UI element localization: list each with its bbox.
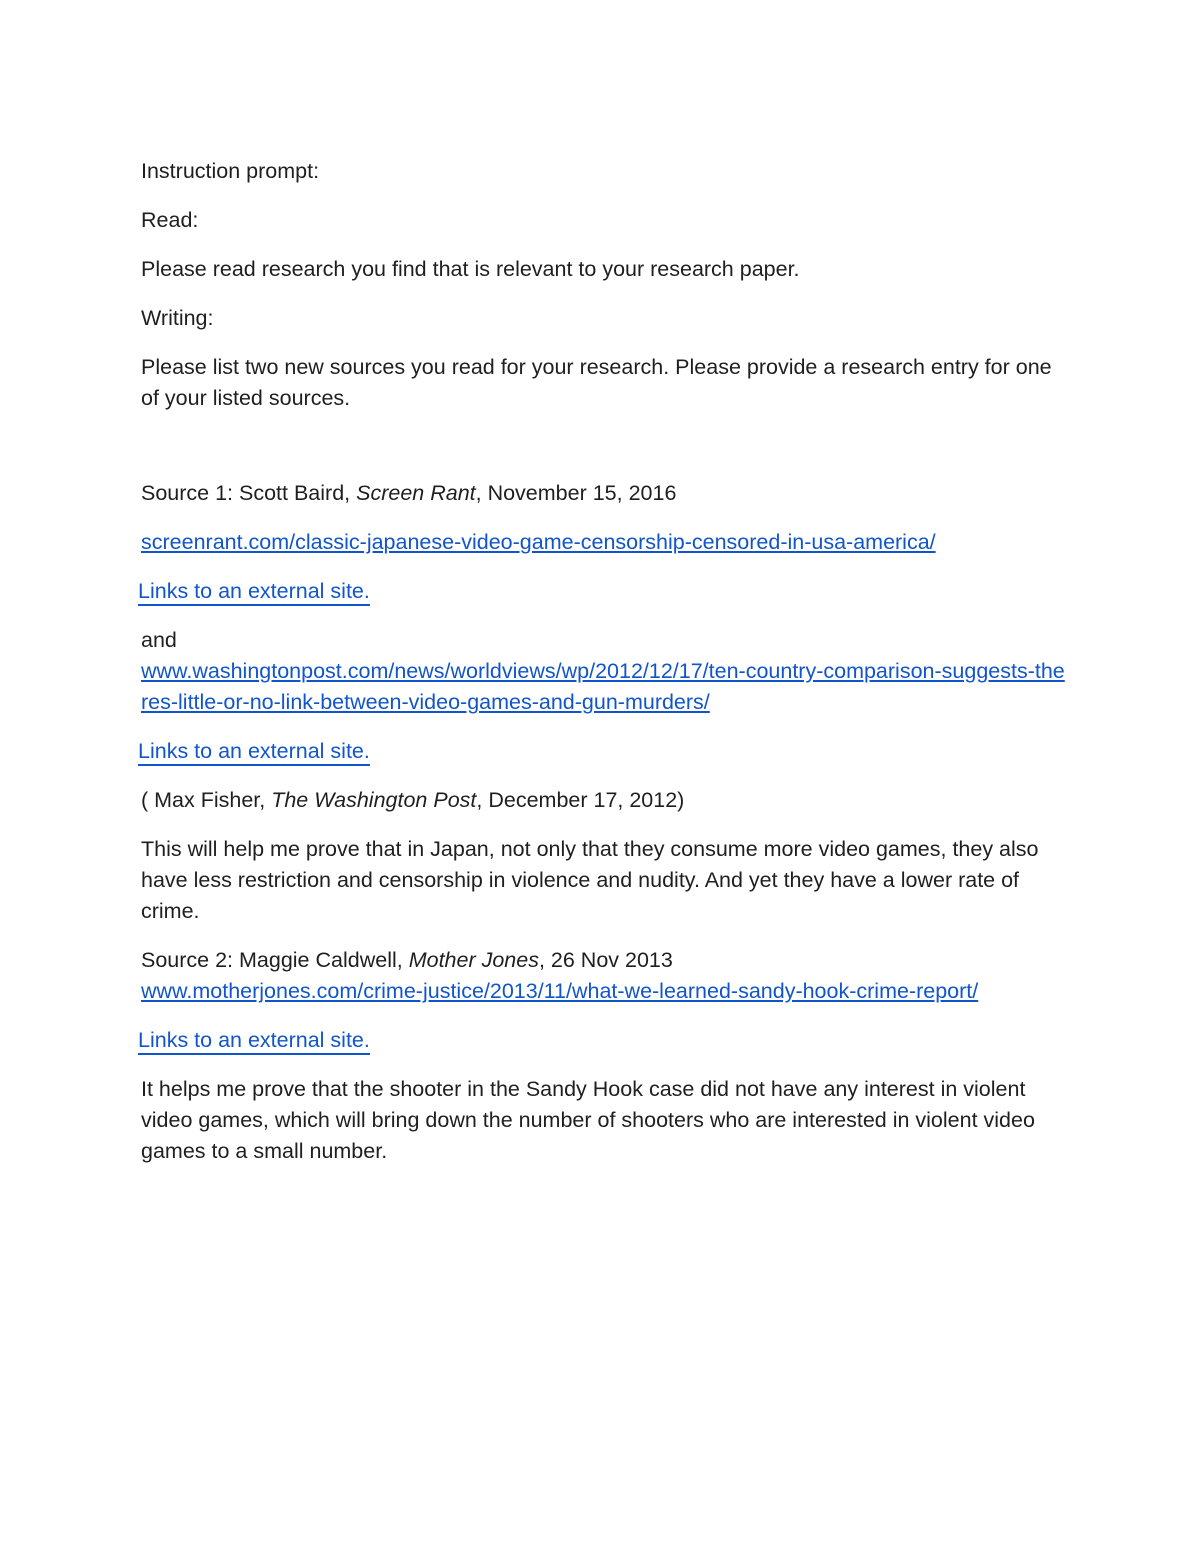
document-page (138, 156, 1071, 1185)
source2-external-paragraph (138, 1025, 1071, 1056)
and-text: and (141, 628, 177, 652)
spacer (141, 432, 1071, 478)
source1-url-paragraph (141, 527, 1071, 558)
source1-url-link[interactable]: screenrant.com/classic-japanese-video-game-censorship-censored-in-usa-america/ (141, 530, 936, 554)
read-heading: Read: (141, 208, 199, 232)
source1-publication2: The Washington Post (271, 788, 477, 812)
source1-publication: Screen Rant (356, 481, 476, 505)
source2-date: , 26 Nov 2013 (538, 948, 673, 972)
source1-date2: , December 17, 2012) (476, 788, 685, 812)
source1-author2-citation (141, 785, 1071, 816)
writing-heading: Writing: (141, 306, 214, 330)
writing-body: Please list two new sources you read for your research. Please provide a research entry for one of your listed sources. (141, 355, 1052, 410)
source1-citation (141, 478, 1071, 509)
source2-citation (141, 945, 1071, 976)
source1-external-link[interactable]: Links to an external site. (138, 578, 370, 606)
source2-author: Source 2: Maggie Caldwell, (141, 948, 409, 972)
source1-external-paragraph (138, 576, 1071, 607)
source2-external-link[interactable]: Links to an external site. (138, 1027, 370, 1055)
source2-url-link[interactable]: www.motherjones.com/crime-justice/2013/11/what-we-learned-sandy-hook-crime-report/ (141, 979, 979, 1003)
source2-url-paragraph (141, 976, 1071, 1007)
source1-url2-link[interactable]: www.washingtonpost.com/news/worldviews/wp/2012/12/17/ten-country-comparison-suggests-theres-little-or-no-link-between-video-games-and-gun-murders/ (141, 659, 1065, 714)
source1-author2: ( Max Fisher, (141, 788, 272, 812)
read-body: Please read research you find that is relevant to your research paper. (141, 257, 800, 281)
source2-publication: Mother Jones (408, 948, 539, 972)
source2-entry: It helps me prove that the shooter in the Sandy Hook case did not have any interest in violent video games, which will bring down the number of shooters who are interested in violent video games to a small number. (141, 1077, 1035, 1163)
source1-author: Source 1: Scott Baird, (141, 481, 357, 505)
instruction-heading: Instruction prompt: (141, 159, 320, 183)
source1-external2-paragraph (138, 736, 1071, 767)
source1-external-link-2[interactable]: Links to an external site. (138, 738, 370, 766)
source1-entry: This will help me prove that in Japan, not only that they consume more video games, they also have less restriction and censorship in violence and nudity. And yet they have a lower rate of crime. (141, 837, 1039, 923)
source1-date: , November 15, 2016 (475, 481, 677, 505)
source1-url2-paragraph (141, 656, 1071, 718)
